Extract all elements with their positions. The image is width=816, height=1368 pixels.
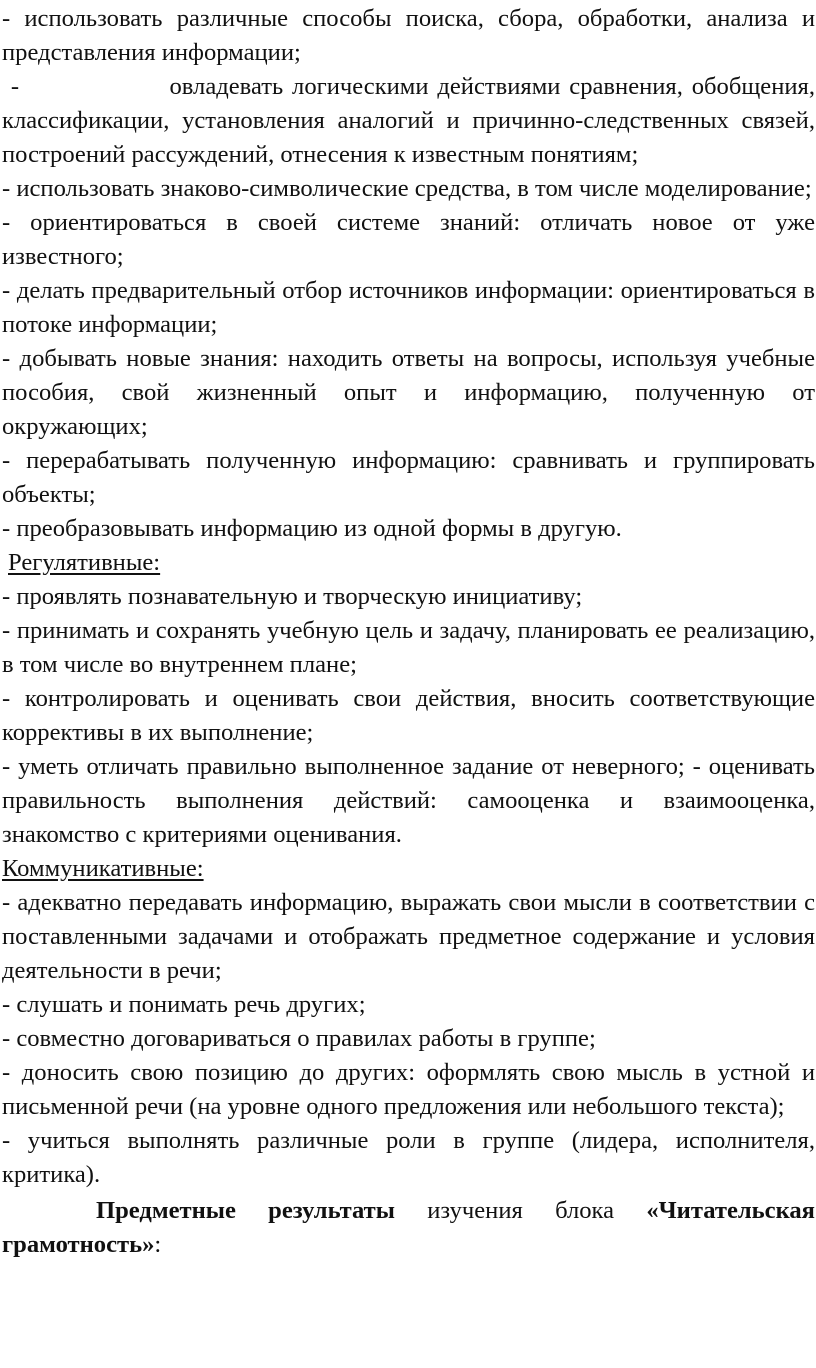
list-item: - уметь отличать правильно выполненное задание от неверного; - оценивать правильность выполнения действий: самооценка и взаимооценка, знакомство с критериями оценивания.: [2, 753, 815, 848]
list-item: - слушать и понимать речь других;: [2, 991, 366, 1018]
list-item: - совместно договариваться о правилах работы в группе;: [2, 1025, 596, 1052]
subject-results-paragraph: [2, 1194, 815, 1262]
subject-results-bold-start: Предметные результаты: [96, 1197, 395, 1224]
list-item: - делать предварительный отбор источников информации: ориентироваться в потоке информации;: [2, 277, 815, 338]
section-heading-regulatory: Регулятивные:: [8, 549, 161, 576]
subject-results-bold-end: «Читательская грамотность»: [2, 1197, 815, 1258]
list-item: - адекватно передавать информацию, выражать свои мысли в соответствии с поставленными задачами и отображать предметное содержание и условия деятельности в речи;: [2, 889, 815, 984]
list-item: - использовать знаково-символические средства, в том числе моделирование;: [2, 175, 812, 202]
list-item: - доносить свою позицию до других: оформлять свою мысль в устной и письменной речи (на уровне одного предложения или небольшого текста);: [2, 1059, 815, 1120]
list-item: - преобразовывать информацию из одной формы в другую.: [2, 515, 622, 542]
list-item: - ориентироваться в своей системе знаний: отличать новое от уже известного;: [2, 209, 815, 270]
list-item: - перерабатывать полученную информацию: сравнивать и группировать объекты;: [2, 447, 815, 508]
subject-results-tail: :: [154, 1231, 162, 1258]
list-item: - учиться выполнять различные роли в группе (лидера, исполнителя, критика).: [2, 1127, 815, 1188]
section-heading-communicative: Коммуникативные:: [2, 855, 204, 882]
subject-results-middle: изучения блока: [394, 1197, 647, 1224]
list-item: - контролировать и оценивать свои действия, вносить соответствующие коррективы в их выполнение;: [2, 685, 815, 746]
list-item: - использовать различные способы поиска, сбора, обработки, анализа и представления информации;: [2, 5, 815, 66]
list-item: - проявлять познавательную и творческую инициативу;: [2, 583, 583, 610]
list-item: - овладевать логическими действиями сравнения, обобщения, классификации, установления аналогий и причинно-следственных связей, построений рассуждений, отнесения к известным понятиям;: [2, 73, 815, 168]
list-item: - принимать и сохранять учебную цель и задачу, планировать ее реализацию, в том числе во внутреннем плане;: [2, 617, 815, 678]
list-item: - добывать новые знания: находить ответы на вопросы, используя учебные пособия, свой жизненный опыт и информацию, полученную от окружающих;: [2, 345, 815, 440]
